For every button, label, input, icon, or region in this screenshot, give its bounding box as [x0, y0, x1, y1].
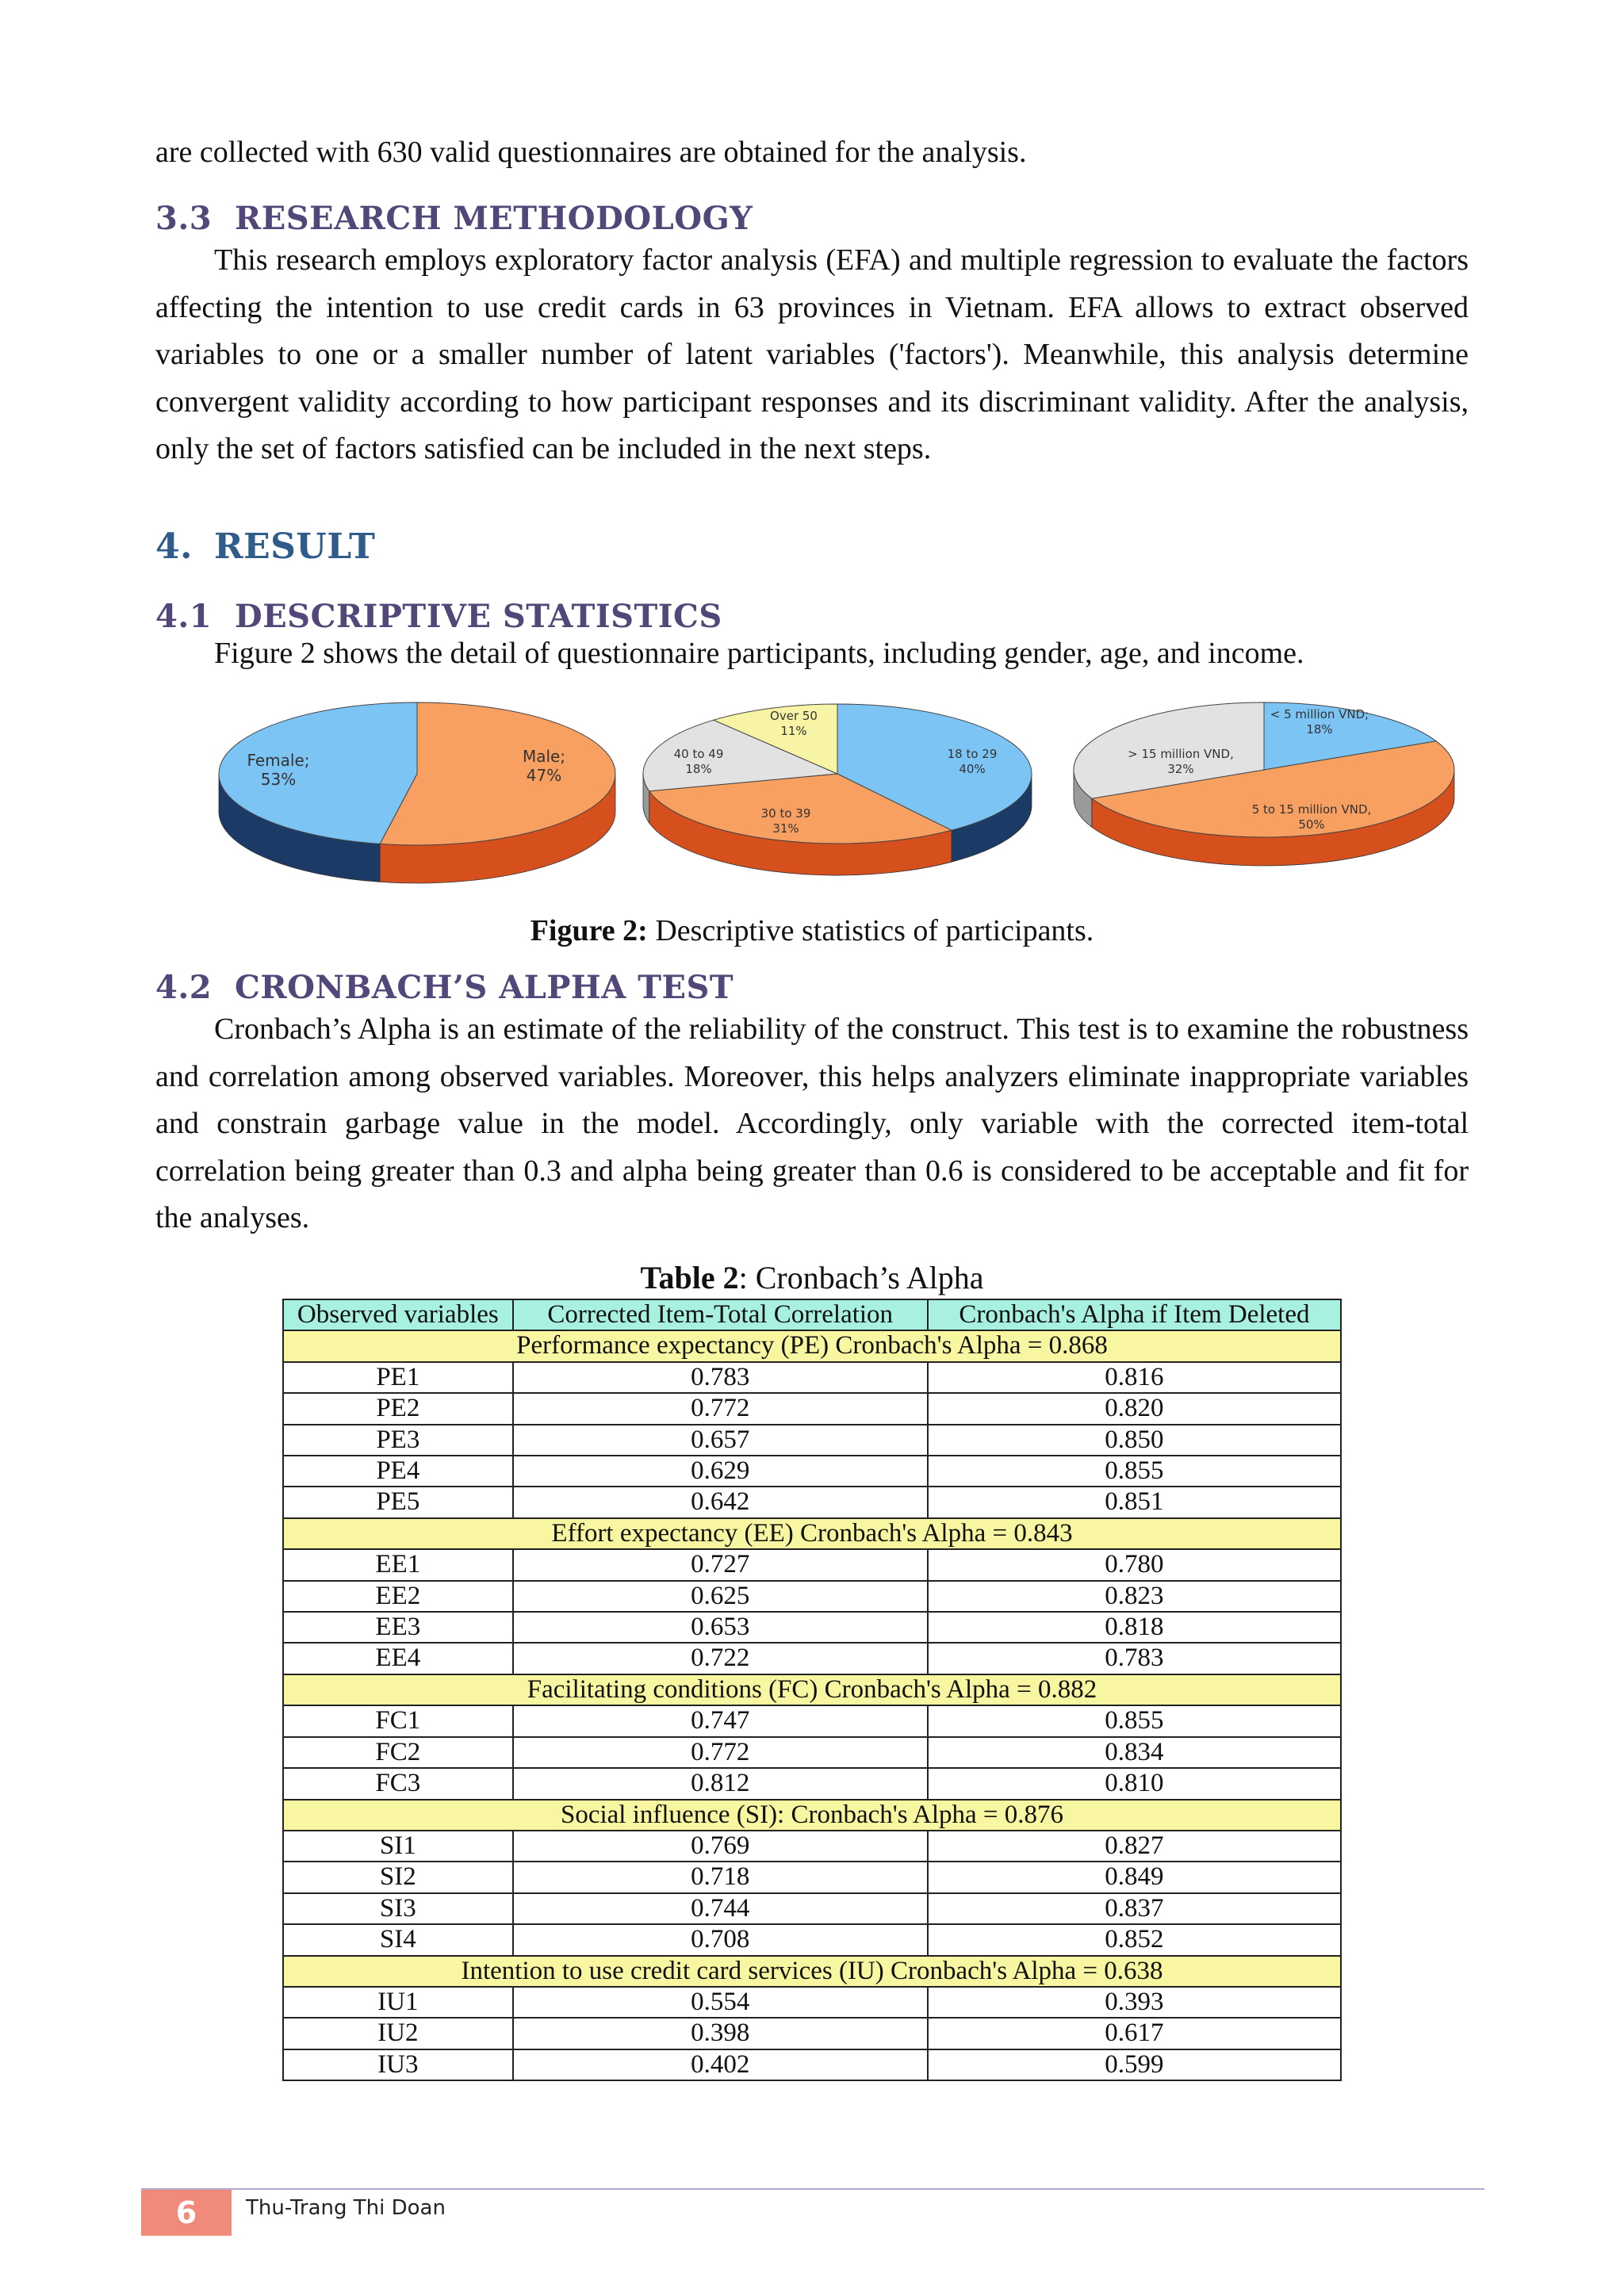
alpha-cell: 0.617 — [928, 2018, 1341, 2049]
alpha-cell: 0.816 — [928, 1362, 1341, 1393]
alpha-cell: 0.783 — [928, 1643, 1341, 1674]
table-row — [283, 1393, 1341, 1424]
correlation-cell: 0.772 — [513, 1737, 928, 1768]
alpha-cell: 0.851 — [928, 1487, 1341, 1517]
variable-cell: PE5 — [283, 1487, 513, 1517]
correlation-cell: 0.642 — [513, 1487, 928, 1517]
alpha-cell: 0.393 — [928, 1987, 1341, 2018]
variable-cell: SI4 — [283, 1924, 513, 1955]
correlation-cell: 0.783 — [513, 1362, 928, 1393]
alpha-cell: 0.820 — [928, 1393, 1341, 1424]
variable-cell: EE3 — [283, 1612, 513, 1643]
pie-label-1: 30 to 39 — [760, 806, 811, 821]
table-row — [283, 1862, 1341, 1892]
section-3-3-paragraph: This research employs exploratory factor analysis (EFA) and multiple regression to evaluate the factors affecting the intention to use credit cards in 63 provinces in Vietnam. EFA allows to extract observed variables to one or a smaller number of latent variables ('factors'). Meanwhile, this analysis determine convergent validity according to how participant responses and its discriminant validity. After the analysis, only the set of factors satisfied can be included in the next steps. — [155, 243, 1469, 465]
participant-pie-charts — [203, 687, 1472, 924]
alpha-cell: 0.823 — [928, 1581, 1341, 1612]
pie-percent-2: 32% — [1167, 762, 1194, 776]
section-3-3-number: 3.3 — [155, 200, 213, 237]
section-4-1-paragraph: Figure 2 shows the detail of questionnaire participants, including gender, age, and income. — [214, 637, 1304, 670]
variable-cell: PE2 — [283, 1393, 513, 1424]
pie-percent-2: 18% — [685, 762, 712, 776]
correlation-cell: 0.629 — [513, 1456, 928, 1487]
group-title-cell: Intention to use credit card services (IU) Cronbach's Alpha = 0.638 — [283, 1956, 1341, 1987]
correlation-cell: 0.769 — [513, 1831, 928, 1862]
footer-divider — [141, 2188, 1484, 2190]
pie-label-2: 40 to 49 — [673, 747, 724, 761]
pie-label-0: Female; — [247, 751, 310, 770]
correlation-cell: 0.625 — [513, 1581, 928, 1612]
section-4-1-number: 4.1 — [155, 598, 213, 635]
cronbach-alpha-table — [282, 1299, 1342, 2081]
correlation-cell: 0.398 — [513, 2018, 928, 2049]
figure-2-label: Figure 2: — [530, 914, 648, 947]
table-2-label: Table 2 — [640, 1260, 739, 1295]
alpha-cell: 0.852 — [928, 1924, 1341, 1955]
table-group-row — [283, 1800, 1341, 1831]
pie-label-0: < 5 million VND; — [1270, 707, 1369, 721]
alpha-cell: 0.827 — [928, 1831, 1341, 1862]
pie-percent-1: 31% — [772, 821, 799, 836]
figure-2-caption — [0, 913, 1624, 948]
correlation-cell: 0.722 — [513, 1643, 928, 1674]
pie-percent-1: 50% — [1298, 817, 1325, 832]
table-row — [283, 1456, 1341, 1487]
alpha-cell: 0.837 — [928, 1893, 1341, 1924]
variable-cell: SI1 — [283, 1831, 513, 1862]
variable-cell: EE2 — [283, 1581, 513, 1612]
section-3-3-heading — [155, 200, 753, 237]
section-4-heading — [155, 526, 375, 567]
table-row — [283, 2049, 1341, 2080]
table-2-title — [0, 1259, 1624, 1296]
pie-percent-3: 11% — [780, 724, 807, 738]
table-2-caption: : Cronbach’s Alpha — [738, 1260, 984, 1295]
correlation-cell: 0.772 — [513, 1393, 928, 1424]
alpha-cell: 0.849 — [928, 1862, 1341, 1892]
alpha-cell: 0.850 — [928, 1425, 1341, 1456]
pie-label-1: Male; — [522, 747, 566, 766]
pie-label-1: 5 to 15 million VND, — [1251, 802, 1372, 817]
table-row — [283, 1987, 1341, 2018]
correlation-cell: 0.727 — [513, 1549, 928, 1580]
correlation-cell: 0.657 — [513, 1425, 928, 1456]
income-pie-chart — [1074, 702, 1454, 866]
variable-cell: IU2 — [283, 2018, 513, 2049]
table-row — [283, 1362, 1341, 1393]
variable-cell: IU3 — [283, 2049, 513, 2080]
variable-cell: PE4 — [283, 1456, 513, 1487]
alpha-cell: 0.818 — [928, 1612, 1341, 1643]
table-row — [283, 1768, 1341, 1799]
gender-pie-chart — [219, 702, 615, 883]
correlation-cell: 0.653 — [513, 1612, 928, 1643]
section-4-2-title: CRONBACH’S ALPHA TEST — [235, 969, 734, 1006]
section-4-number: 4. — [155, 526, 193, 567]
section-3-3-title: RESEARCH METHODOLOGY — [235, 200, 753, 237]
alpha-cell: 0.834 — [928, 1737, 1341, 1768]
correlation-cell: 0.744 — [513, 1893, 928, 1924]
intro-line: are collected with 630 valid questionnaires are obtained for the analysis. — [155, 136, 1027, 169]
alpha-cell: 0.810 — [928, 1768, 1341, 1799]
correlation-cell: 0.718 — [513, 1862, 928, 1892]
correlation-cell: 0.708 — [513, 1924, 928, 1955]
table-row — [283, 1893, 1341, 1924]
section-4-title: RESULT — [214, 526, 376, 567]
header-corrected-correlation: Corrected Item-Total Correlation — [513, 1299, 928, 1330]
variable-cell: IU1 — [283, 1987, 513, 2018]
variable-cell: EE4 — [283, 1643, 513, 1674]
section-4-2-number: 4.2 — [155, 969, 213, 1006]
page-number: 6 — [141, 2190, 232, 2236]
section-4-2-paragraph: Cronbach’s Alpha is an estimate of the reliability of the construct. This test is to examine the robustness and correlation among observed variables. Moreover, this helps analyzers eliminate inappropriate variables and constrain garbage value in the model. Accordingly, only variable with the corrected item-total correlation being greater than 0.3 and alpha being greater than 0.6 is considered to be acceptable and fit for the analyses. — [155, 1012, 1469, 1234]
variable-cell: SI2 — [283, 1862, 513, 1892]
group-title-cell: Performance expectancy (PE) Cronbach's Alpha = 0.868 — [283, 1330, 1341, 1361]
table-row — [283, 1705, 1341, 1736]
alpha-cell: 0.599 — [928, 2049, 1341, 2080]
table-header-row — [283, 1299, 1341, 1330]
variable-cell: EE1 — [283, 1549, 513, 1580]
correlation-cell: 0.402 — [513, 2049, 928, 2080]
table-row — [283, 1737, 1341, 1768]
table-group-row — [283, 1330, 1341, 1361]
variable-cell: PE1 — [283, 1362, 513, 1393]
pie-percent-0: 53% — [260, 770, 297, 789]
group-title-cell: Effort expectancy (EE) Cronbach's Alpha = 0.843 — [283, 1518, 1341, 1549]
footer-author: Thu-Trang Thi Doan — [246, 2196, 446, 2220]
table-row — [283, 1612, 1341, 1643]
correlation-cell: 0.812 — [513, 1768, 928, 1799]
header-observed-variables: Observed variables — [283, 1299, 513, 1330]
table-row — [283, 1425, 1341, 1456]
section-4-1-title: DESCRIPTIVE STATISTICS — [235, 598, 722, 635]
table-group-row — [283, 1518, 1341, 1549]
variable-cell: FC2 — [283, 1737, 513, 1768]
variable-cell: PE3 — [283, 1425, 513, 1456]
variable-cell: FC3 — [283, 1768, 513, 1799]
alpha-cell: 0.780 — [928, 1549, 1341, 1580]
age-pie-chart — [643, 704, 1032, 875]
section-4-2-heading — [155, 969, 733, 1006]
table-row — [283, 2018, 1341, 2049]
table-row — [283, 1831, 1341, 1862]
table-row — [283, 1924, 1341, 1955]
table-row — [283, 1643, 1341, 1674]
table-row — [283, 1549, 1341, 1580]
alpha-cell: 0.855 — [928, 1456, 1341, 1487]
pie-percent-0: 40% — [959, 762, 986, 776]
pie-percent-1: 47% — [526, 766, 562, 785]
section-4-1-heading — [155, 598, 722, 635]
table-row — [283, 1581, 1341, 1612]
correlation-cell: 0.747 — [513, 1705, 928, 1736]
pie-label-2: > 15 million VND, — [1128, 747, 1234, 761]
pie-label-3: Over 50 — [770, 709, 818, 723]
variable-cell: SI3 — [283, 1893, 513, 1924]
table-row — [283, 1487, 1341, 1517]
group-title-cell: Facilitating conditions (FC) Cronbach's Alpha = 0.882 — [283, 1674, 1341, 1705]
figure-2-text: Descriptive statistics of participants. — [647, 914, 1094, 947]
pie-label-0: 18 to 29 — [947, 747, 998, 761]
table-group-row — [283, 1956, 1341, 1987]
table-group-row — [283, 1674, 1341, 1705]
group-title-cell: Social influence (SI): Cronbach's Alpha = 0.876 — [283, 1800, 1341, 1831]
variable-cell: FC1 — [283, 1705, 513, 1736]
correlation-cell: 0.554 — [513, 1987, 928, 2018]
pie-percent-0: 18% — [1306, 722, 1333, 737]
cronbach-table-body — [283, 1299, 1341, 2080]
header-alpha-if-deleted: Cronbach's Alpha if Item Deleted — [928, 1299, 1341, 1330]
alpha-cell: 0.855 — [928, 1705, 1341, 1736]
